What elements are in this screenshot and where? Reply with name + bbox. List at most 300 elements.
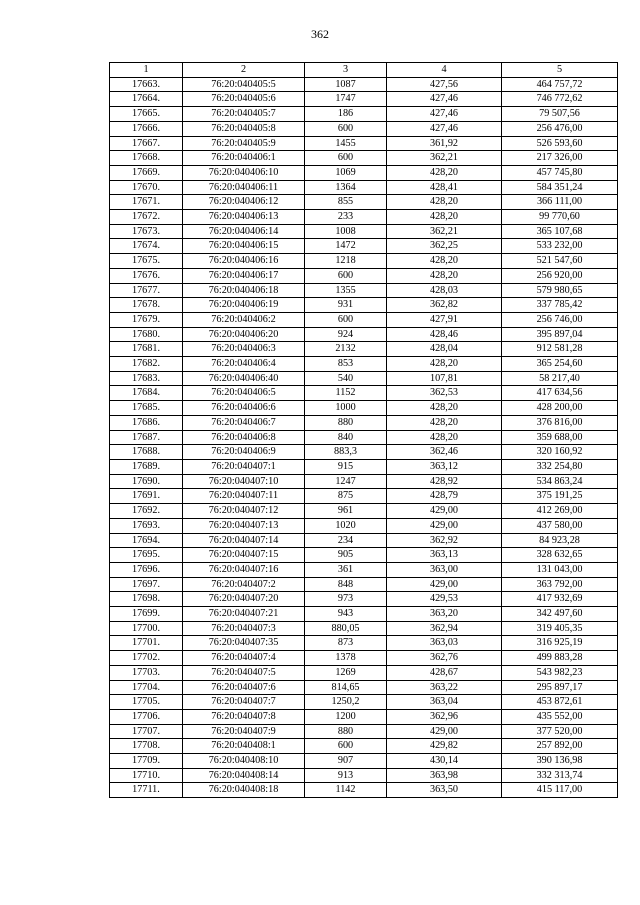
area-cell: 186: [305, 107, 387, 122]
row-number-cell: 17673.: [110, 224, 183, 239]
cadastral-number-cell: 76:20:040407:4: [183, 651, 305, 666]
cadastral-number-cell: 76:20:040406:4: [183, 357, 305, 372]
table-row: [110, 107, 618, 122]
area-cell: 1200: [305, 709, 387, 724]
value-cell: 499 883,28: [502, 651, 618, 666]
table-row: [110, 621, 618, 636]
rate-cell: 428,79: [387, 489, 502, 504]
area-cell: 1087: [305, 77, 387, 92]
rate-cell: 428,20: [387, 401, 502, 416]
cadastral-number-cell: 76:20:040407:8: [183, 709, 305, 724]
area-cell: 840: [305, 430, 387, 445]
table-row: [110, 151, 618, 166]
cadastral-number-cell: 76:20:040405:6: [183, 92, 305, 107]
row-number-cell: 17670.: [110, 180, 183, 195]
cadastral-number-cell: 76:20:040405:8: [183, 121, 305, 136]
row-number-cell: 17691.: [110, 489, 183, 504]
value-cell: 131 043,00: [502, 562, 618, 577]
page-number: 362: [311, 27, 329, 41]
table-row: [110, 136, 618, 151]
value-cell: 58 217,40: [502, 371, 618, 386]
cadastral-number-cell: 76:20:040407:14: [183, 533, 305, 548]
table-row: [110, 268, 618, 283]
row-number-cell: 17685.: [110, 401, 183, 416]
row-number-cell: 17678.: [110, 298, 183, 313]
table-row: [110, 312, 618, 327]
row-number-cell: 17674.: [110, 239, 183, 254]
value-cell: 390 136,98: [502, 754, 618, 769]
row-number-cell: 17683.: [110, 371, 183, 386]
cadastral-number-cell: 76:20:040405:7: [183, 107, 305, 122]
rate-cell: 362,21: [387, 151, 502, 166]
table-row: [110, 386, 618, 401]
value-cell: 543 982,23: [502, 665, 618, 680]
value-cell: 395 897,04: [502, 327, 618, 342]
cadastral-number-cell: 76:20:040406:10: [183, 165, 305, 180]
value-cell: 217 326,00: [502, 151, 618, 166]
area-cell: 361: [305, 562, 387, 577]
area-cell: 915: [305, 459, 387, 474]
area-cell: 880: [305, 415, 387, 430]
table-row: [110, 680, 618, 695]
table-row: [110, 357, 618, 372]
value-cell: 328 632,65: [502, 548, 618, 563]
rate-cell: 362,21: [387, 224, 502, 239]
value-cell: 579 980,65: [502, 283, 618, 298]
row-number-cell: 17688.: [110, 445, 183, 460]
rate-cell: 428,20: [387, 430, 502, 445]
area-cell: 907: [305, 754, 387, 769]
column-header-2: 2: [183, 63, 305, 78]
table-row: [110, 548, 618, 563]
row-number-cell: 17675.: [110, 254, 183, 269]
rate-cell: 428,20: [387, 254, 502, 269]
row-number-cell: 17708.: [110, 739, 183, 754]
table-row: [110, 239, 618, 254]
data-table: [109, 62, 618, 798]
row-number-cell: 17701.: [110, 636, 183, 651]
row-number-cell: 17693.: [110, 518, 183, 533]
table-row: [110, 474, 618, 489]
value-cell: 746 772,62: [502, 92, 618, 107]
cadastral-number-cell: 76:20:040407:16: [183, 562, 305, 577]
rate-cell: 363,98: [387, 768, 502, 783]
rate-cell: 429,00: [387, 504, 502, 519]
table-row: [110, 180, 618, 195]
row-number-cell: 17687.: [110, 430, 183, 445]
rate-cell: 429,00: [387, 577, 502, 592]
row-number-cell: 17699.: [110, 607, 183, 622]
area-cell: 1472: [305, 239, 387, 254]
area-cell: 233: [305, 210, 387, 225]
cadastral-number-cell: 76:20:040406:19: [183, 298, 305, 313]
row-number-cell: 17710.: [110, 768, 183, 783]
rate-cell: 428,46: [387, 327, 502, 342]
cadastral-number-cell: 76:20:040408:1: [183, 739, 305, 754]
cadastral-number-cell: 76:20:040406:9: [183, 445, 305, 460]
rate-cell: 362,94: [387, 621, 502, 636]
table-row: [110, 636, 618, 651]
rate-cell: 428,92: [387, 474, 502, 489]
row-number-cell: 17686.: [110, 415, 183, 430]
value-cell: 435 552,00: [502, 709, 618, 724]
row-number-cell: 17680.: [110, 327, 183, 342]
row-number-cell: 17702.: [110, 651, 183, 666]
row-number-cell: 17665.: [110, 107, 183, 122]
row-number-cell: 17704.: [110, 680, 183, 695]
area-cell: 1152: [305, 386, 387, 401]
row-number-cell: 17705.: [110, 695, 183, 710]
rate-cell: 427,56: [387, 77, 502, 92]
column-header-1: 1: [110, 63, 183, 78]
area-cell: 855: [305, 195, 387, 210]
table-row: [110, 562, 618, 577]
rate-cell: 428,03: [387, 283, 502, 298]
value-cell: 257 892,00: [502, 739, 618, 754]
value-cell: 316 925,19: [502, 636, 618, 651]
table-row: [110, 165, 618, 180]
cadastral-number-cell: 76:20:040406:17: [183, 268, 305, 283]
rate-cell: 428,20: [387, 165, 502, 180]
cadastral-number-cell: 76:20:040407:21: [183, 607, 305, 622]
row-number-cell: 17681.: [110, 342, 183, 357]
cadastral-number-cell: 76:20:040407:2: [183, 577, 305, 592]
row-number-cell: 17663.: [110, 77, 183, 92]
area-cell: 600: [305, 312, 387, 327]
rate-cell: 428,41: [387, 180, 502, 195]
table-row: [110, 459, 618, 474]
row-number-cell: 17669.: [110, 165, 183, 180]
table-row: [110, 121, 618, 136]
cadastral-number-cell: 76:20:040406:14: [183, 224, 305, 239]
value-cell: 319 405,35: [502, 621, 618, 636]
rate-cell: 427,46: [387, 121, 502, 136]
area-cell: 924: [305, 327, 387, 342]
cadastral-number-cell: 76:20:040408:10: [183, 754, 305, 769]
cadastral-number-cell: 76:20:040406:40: [183, 371, 305, 386]
area-cell: 1355: [305, 283, 387, 298]
table-row: [110, 651, 618, 666]
rate-cell: 428,67: [387, 665, 502, 680]
rate-cell: 428,20: [387, 268, 502, 283]
area-cell: 961: [305, 504, 387, 519]
rate-cell: 428,20: [387, 210, 502, 225]
rate-cell: 363,20: [387, 607, 502, 622]
cadastral-number-cell: 76:20:040407:15: [183, 548, 305, 563]
value-cell: 256 920,00: [502, 268, 618, 283]
area-cell: 1142: [305, 783, 387, 798]
rate-cell: 362,46: [387, 445, 502, 460]
area-cell: 540: [305, 371, 387, 386]
area-cell: 1000: [305, 401, 387, 416]
value-cell: 521 547,60: [502, 254, 618, 269]
cadastral-number-cell: 76:20:040406:20: [183, 327, 305, 342]
cadastral-number-cell: 76:20:040405:9: [183, 136, 305, 151]
row-number-cell: 17667.: [110, 136, 183, 151]
rate-cell: 362,96: [387, 709, 502, 724]
cadastral-number-cell: 76:20:040406:7: [183, 415, 305, 430]
table-row: [110, 489, 618, 504]
column-header-5: 5: [502, 63, 618, 78]
value-cell: 457 745,80: [502, 165, 618, 180]
area-cell: 905: [305, 548, 387, 563]
cadastral-number-cell: 76:20:040408:18: [183, 783, 305, 798]
area-cell: 913: [305, 768, 387, 783]
value-cell: 366 111,00: [502, 195, 618, 210]
table-row: [110, 504, 618, 519]
rate-cell: 428,04: [387, 342, 502, 357]
cadastral-number-cell: 76:20:040407:3: [183, 621, 305, 636]
value-cell: 417 932,69: [502, 592, 618, 607]
rate-cell: 361,92: [387, 136, 502, 151]
area-cell: 1008: [305, 224, 387, 239]
value-cell: 412 269,00: [502, 504, 618, 519]
area-cell: 234: [305, 533, 387, 548]
table-row: [110, 709, 618, 724]
cadastral-number-cell: 76:20:040406:1: [183, 151, 305, 166]
value-cell: 332 254,80: [502, 459, 618, 474]
rate-cell: 430,14: [387, 754, 502, 769]
value-cell: 534 863,24: [502, 474, 618, 489]
cadastral-number-cell: 76:20:040407:10: [183, 474, 305, 489]
cadastral-number-cell: 76:20:040407:6: [183, 680, 305, 695]
cadastral-number-cell: 76:20:040405:5: [183, 77, 305, 92]
cadastral-number-cell: 76:20:040407:35: [183, 636, 305, 651]
cadastral-number-cell: 76:20:040407:5: [183, 665, 305, 680]
row-number-cell: 17706.: [110, 709, 183, 724]
value-cell: 337 785,42: [502, 298, 618, 313]
value-cell: 256 476,00: [502, 121, 618, 136]
cadastral-number-cell: 76:20:040406:2: [183, 312, 305, 327]
area-cell: 873: [305, 636, 387, 651]
table-row: [110, 77, 618, 92]
row-number-cell: 17698.: [110, 592, 183, 607]
table-row: [110, 327, 618, 342]
table-row: [110, 283, 618, 298]
cadastral-number-cell: 76:20:040407:12: [183, 504, 305, 519]
row-number-cell: 17677.: [110, 283, 183, 298]
row-number-cell: 17709.: [110, 754, 183, 769]
cadastral-number-cell: 76:20:040406:6: [183, 401, 305, 416]
area-cell: 883,3: [305, 445, 387, 460]
value-cell: 84 923,28: [502, 533, 618, 548]
row-number-cell: 17689.: [110, 459, 183, 474]
value-cell: 99 770,60: [502, 210, 618, 225]
cadastral-number-cell: 76:20:040406:16: [183, 254, 305, 269]
area-cell: 1378: [305, 651, 387, 666]
rate-cell: 427,91: [387, 312, 502, 327]
table-row: [110, 195, 618, 210]
value-cell: 256 746,00: [502, 312, 618, 327]
rate-cell: 429,00: [387, 518, 502, 533]
table-row: [110, 92, 618, 107]
value-cell: 584 351,24: [502, 180, 618, 195]
area-cell: 600: [305, 739, 387, 754]
row-number-cell: 17695.: [110, 548, 183, 563]
table-row: [110, 665, 618, 680]
rate-cell: 362,82: [387, 298, 502, 313]
row-number-cell: 17692.: [110, 504, 183, 519]
row-number-cell: 17682.: [110, 357, 183, 372]
value-cell: 415 117,00: [502, 783, 618, 798]
area-cell: 1250,2: [305, 695, 387, 710]
value-cell: 375 191,25: [502, 489, 618, 504]
row-number-cell: 17679.: [110, 312, 183, 327]
table-row: [110, 695, 618, 710]
value-cell: 79 507,56: [502, 107, 618, 122]
table-row: [110, 739, 618, 754]
table-row: [110, 724, 618, 739]
value-cell: 453 872,61: [502, 695, 618, 710]
value-cell: 437 580,00: [502, 518, 618, 533]
value-cell: 342 497,60: [502, 607, 618, 622]
table-row: [110, 768, 618, 783]
value-cell: 365 107,68: [502, 224, 618, 239]
value-cell: 377 520,00: [502, 724, 618, 739]
area-cell: 875: [305, 489, 387, 504]
row-number-cell: 17672.: [110, 210, 183, 225]
table-header-row: [110, 63, 618, 78]
rate-cell: 107,81: [387, 371, 502, 386]
row-number-cell: 17668.: [110, 151, 183, 166]
row-number-cell: 17666.: [110, 121, 183, 136]
rate-cell: 363,03: [387, 636, 502, 651]
value-cell: 365 254,60: [502, 357, 618, 372]
area-cell: 1364: [305, 180, 387, 195]
value-cell: 359 688,00: [502, 430, 618, 445]
rate-cell: 428,20: [387, 357, 502, 372]
area-cell: 1069: [305, 165, 387, 180]
table-row: [110, 371, 618, 386]
value-cell: 363 792,00: [502, 577, 618, 592]
row-number-cell: 17697.: [110, 577, 183, 592]
table-row: [110, 518, 618, 533]
rate-cell: 427,46: [387, 92, 502, 107]
rate-cell: 363,04: [387, 695, 502, 710]
value-cell: 428 200,00: [502, 401, 618, 416]
row-number-cell: 17700.: [110, 621, 183, 636]
row-number-cell: 17696.: [110, 562, 183, 577]
area-cell: 880,05: [305, 621, 387, 636]
table-body: [110, 77, 618, 797]
value-cell: 376 816,00: [502, 415, 618, 430]
area-cell: 880: [305, 724, 387, 739]
table-row: [110, 224, 618, 239]
rate-cell: 362,92: [387, 533, 502, 548]
value-cell: 533 232,00: [502, 239, 618, 254]
rate-cell: 363,13: [387, 548, 502, 563]
row-number-cell: 17676.: [110, 268, 183, 283]
rate-cell: 429,82: [387, 739, 502, 754]
rate-cell: 428,20: [387, 195, 502, 210]
cadastral-number-cell: 76:20:040406:15: [183, 239, 305, 254]
column-header-4: 4: [387, 63, 502, 78]
area-cell: 1218: [305, 254, 387, 269]
value-cell: 417 634,56: [502, 386, 618, 401]
cadastral-number-cell: 76:20:040406:13: [183, 210, 305, 225]
cadastral-number-cell: 76:20:040406:18: [183, 283, 305, 298]
cadastral-number-cell: 76:20:040407:20: [183, 592, 305, 607]
cadastral-number-cell: 76:20:040407:9: [183, 724, 305, 739]
value-cell: 464 757,72: [502, 77, 618, 92]
rate-cell: 362,53: [387, 386, 502, 401]
table-row: [110, 445, 618, 460]
rate-cell: 363,12: [387, 459, 502, 474]
rate-cell: 363,00: [387, 562, 502, 577]
cadastral-number-cell: 76:20:040406:5: [183, 386, 305, 401]
column-header-3: 3: [305, 63, 387, 78]
row-number-cell: 17690.: [110, 474, 183, 489]
row-number-cell: 17711.: [110, 783, 183, 798]
table-row: [110, 430, 618, 445]
row-number-cell: 17694.: [110, 533, 183, 548]
cadastral-number-cell: 76:20:040406:3: [183, 342, 305, 357]
rate-cell: 362,76: [387, 651, 502, 666]
value-cell: 320 160,92: [502, 445, 618, 460]
table-row: [110, 210, 618, 225]
value-cell: 295 897,17: [502, 680, 618, 695]
cadastral-number-cell: 76:20:040407:7: [183, 695, 305, 710]
area-cell: 814,65: [305, 680, 387, 695]
row-number-cell: 17664.: [110, 92, 183, 107]
value-cell: 526 593,60: [502, 136, 618, 151]
area-cell: 1247: [305, 474, 387, 489]
cadastral-number-cell: 76:20:040408:14: [183, 768, 305, 783]
cadastral-number-cell: 76:20:040406:12: [183, 195, 305, 210]
area-cell: 600: [305, 151, 387, 166]
cadastral-number-cell: 76:20:040407:13: [183, 518, 305, 533]
rate-cell: 362,25: [387, 239, 502, 254]
cadastral-number-cell: 76:20:040406:11: [183, 180, 305, 195]
cadastral-number-cell: 76:20:040406:8: [183, 430, 305, 445]
rate-cell: 427,46: [387, 107, 502, 122]
cadastral-number-cell: 76:20:040407:11: [183, 489, 305, 504]
area-cell: 600: [305, 121, 387, 136]
rate-cell: 429,00: [387, 724, 502, 739]
rate-cell: 363,50: [387, 783, 502, 798]
area-cell: 848: [305, 577, 387, 592]
area-cell: 600: [305, 268, 387, 283]
area-cell: 1747: [305, 92, 387, 107]
table-row: [110, 783, 618, 798]
value-cell: 332 313,74: [502, 768, 618, 783]
table-row: [110, 298, 618, 313]
row-number-cell: 17703.: [110, 665, 183, 680]
area-cell: 1455: [305, 136, 387, 151]
table-row: [110, 592, 618, 607]
row-number-cell: 17684.: [110, 386, 183, 401]
table-row: [110, 754, 618, 769]
area-cell: 973: [305, 592, 387, 607]
area-cell: 943: [305, 607, 387, 622]
table-row: [110, 342, 618, 357]
table-row: [110, 254, 618, 269]
area-cell: 2132: [305, 342, 387, 357]
rate-cell: 428,20: [387, 415, 502, 430]
area-cell: 1269: [305, 665, 387, 680]
table-row: [110, 533, 618, 548]
table-row: [110, 415, 618, 430]
row-number-cell: 17671.: [110, 195, 183, 210]
rate-cell: 429,53: [387, 592, 502, 607]
table-row: [110, 401, 618, 416]
row-number-cell: 17707.: [110, 724, 183, 739]
cadastral-number-cell: 76:20:040407:1: [183, 459, 305, 474]
value-cell: 912 581,28: [502, 342, 618, 357]
area-cell: 1020: [305, 518, 387, 533]
table-row: [110, 577, 618, 592]
area-cell: 853: [305, 357, 387, 372]
